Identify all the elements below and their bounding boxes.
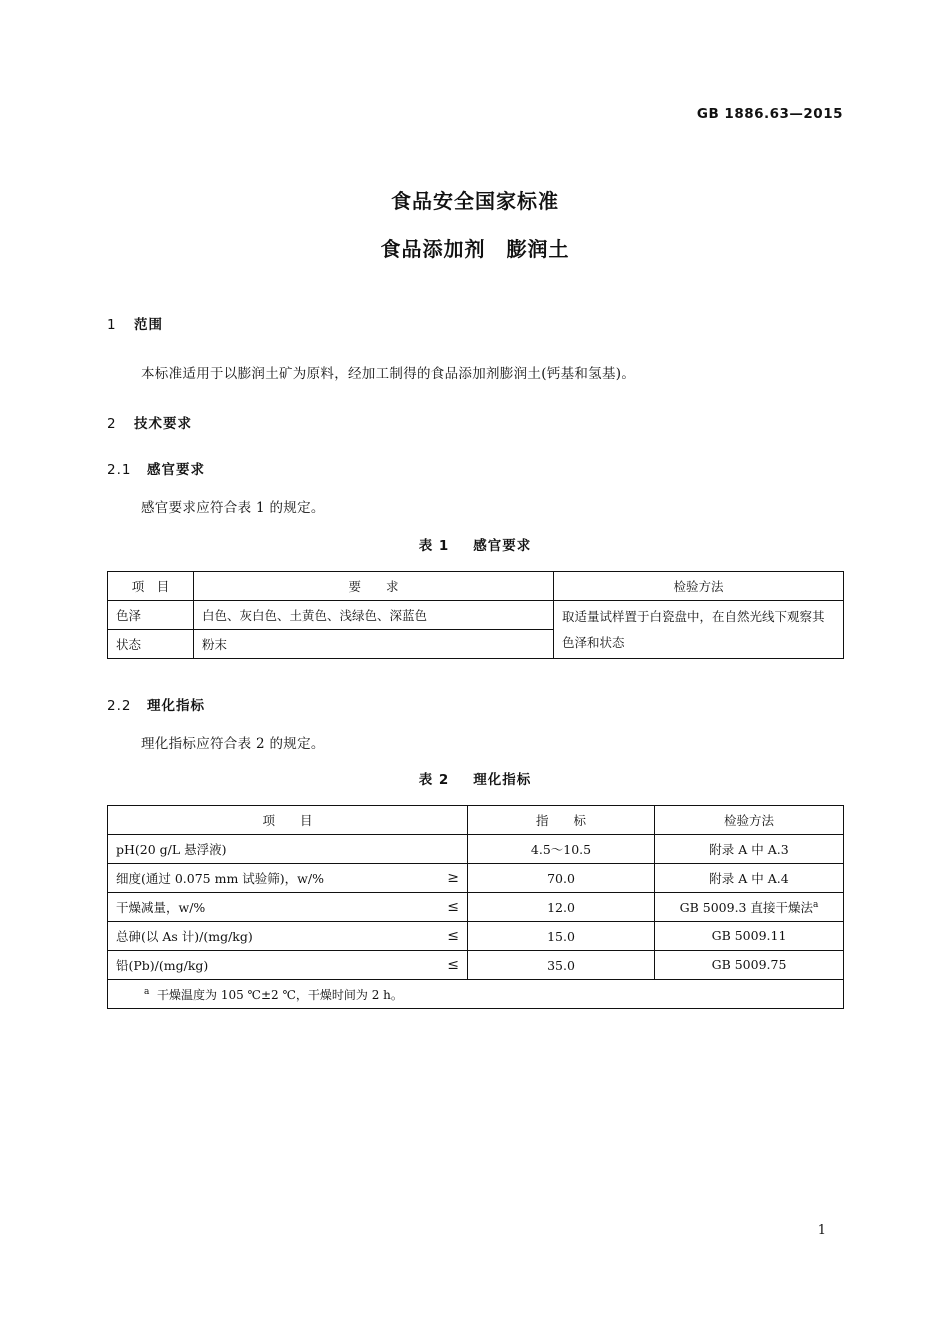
section-2-1-text: 感官要求应符合表 1 的规定。 [141, 500, 325, 516]
physicochemical-indicators-table [107, 805, 844, 1009]
value-cell: 12.0 [468, 893, 655, 922]
table-row [108, 864, 844, 893]
page-number: 1 [817, 1223, 826, 1238]
table-1-caption [0, 534, 950, 554]
method-text: 附录 A 中 A.4 [709, 871, 789, 886]
table-number: 表 2 [418, 772, 450, 788]
section-title: 技术要求 [134, 416, 192, 432]
item-cell [108, 951, 468, 980]
value-cell: 70.0 [468, 864, 655, 893]
item-label: 总砷(以 As 计)/(mg/kg) [116, 929, 253, 944]
section-title: 理化指标 [147, 698, 205, 714]
item-cell [108, 922, 468, 951]
method-cell [655, 864, 844, 893]
section-number: 2 [107, 416, 117, 432]
item-label: 铅(Pb)/(mg/kg) [116, 958, 209, 973]
section-2-2-text: 理化指标应符合表 2 的规定。 [141, 736, 325, 752]
table-row [108, 835, 844, 864]
section-number: 2.1 [107, 462, 132, 478]
table-row [108, 951, 844, 980]
method-cell [655, 893, 844, 922]
method-cell [655, 951, 844, 980]
comparison-operator: ≥ [447, 870, 459, 886]
comparison-operator: ≤ [447, 957, 459, 973]
table-number: 表 1 [418, 538, 450, 554]
section-title: 范围 [134, 317, 163, 333]
section-2-2-heading [107, 694, 205, 714]
item-cell [108, 893, 468, 922]
table-row [108, 893, 844, 922]
method-text: 附录 A 中 A.3 [709, 842, 789, 857]
table-title: 理化指标 [473, 772, 532, 788]
section-title: 感官要求 [147, 462, 205, 478]
footnote-mark: a [144, 986, 150, 997]
item-label: 干燥减量，w/% [116, 900, 206, 915]
document-title: 食品安全国家标准 [391, 189, 559, 213]
item-cell: 色泽 [108, 601, 194, 630]
column-header: 项 目 [108, 806, 468, 835]
table-2-caption [0, 768, 950, 788]
method-cell [655, 922, 844, 951]
table-header-row [108, 572, 844, 601]
method-cell [655, 835, 844, 864]
document-subtitle: 食品添加剂 膨润土 [380, 237, 570, 261]
value-cell: 4.5～10.5 [468, 835, 655, 864]
value-cell: 35.0 [468, 951, 655, 980]
table-note-row [108, 980, 844, 1009]
method-text: GB 5009.11 [711, 928, 787, 944]
standard-code: GB 1886.63—2015 [696, 106, 843, 122]
requirement-cell: 粉末 [194, 630, 554, 659]
item-label: pH(20 g/L 悬浮液) [116, 842, 227, 857]
section-1-heading [107, 313, 163, 333]
section-number: 2.2 [107, 698, 132, 714]
comparison-operator: ≤ [447, 899, 459, 915]
table-title: 感官要求 [473, 538, 532, 554]
column-header: 要 求 [194, 572, 554, 601]
section-number: 1 [107, 317, 117, 333]
table-row [108, 601, 844, 630]
item-cell: 状态 [108, 630, 194, 659]
section-1-text: 本标准适用于以膨润土矿为原料，经加工制得的食品添加剂膨润土(钙基和氢基)。 [141, 366, 636, 382]
sensory-requirements-table [107, 571, 844, 659]
requirement-cell: 白色、灰白色、土黄色、浅绿色、深蓝色 [194, 601, 554, 630]
table-footnote [108, 980, 844, 1009]
item-cell [108, 864, 468, 893]
column-header: 检验方法 [554, 572, 844, 601]
section-2-1-heading [107, 458, 205, 478]
table-row [108, 922, 844, 951]
column-header: 项 目 [108, 572, 194, 601]
method-text: GB 5009.3 直接干燥法 [679, 900, 813, 915]
column-header: 指 标 [468, 806, 655, 835]
footnote-mark: a [812, 899, 819, 910]
comparison-operator: ≤ [447, 928, 459, 944]
column-header: 检验方法 [655, 806, 844, 835]
table-header-row [108, 806, 844, 835]
footnote-text: 干燥温度为 105 ℃±2 ℃，干燥时间为 2 h。 [157, 987, 403, 1002]
section-2-heading [107, 412, 192, 432]
item-cell [108, 835, 468, 864]
item-label: 细度(通过 0.075 mm 试验筛)，w/% [116, 871, 324, 886]
method-text: GB 5009.75 [711, 957, 787, 973]
value-cell: 15.0 [468, 922, 655, 951]
method-cell: 取适量试样置于白瓷盘中，在自然光线下观察其色泽和状态 [554, 601, 844, 659]
